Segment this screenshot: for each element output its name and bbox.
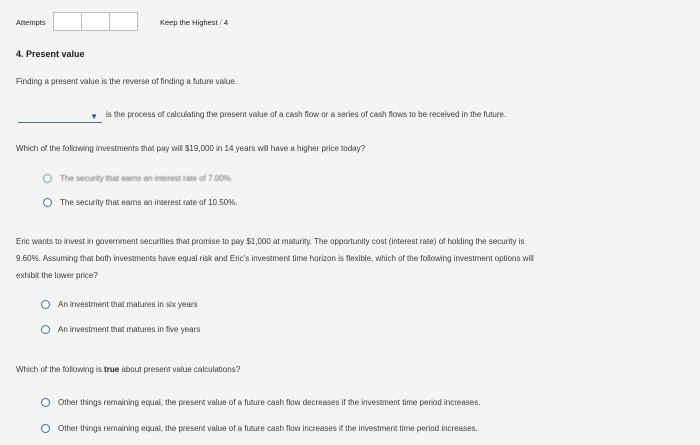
attempt-box bbox=[54, 13, 82, 30]
question-1-text: Which of the following investments that pay will $19,000 in 14 years will have a higher price today? bbox=[16, 144, 366, 153]
radio-button[interactable] bbox=[43, 198, 52, 207]
q3-option-1[interactable] bbox=[41, 398, 480, 407]
q1-option-2-label: The security that earns an interest rate of 10.50%. bbox=[60, 198, 238, 207]
attempt-box bbox=[82, 13, 110, 30]
question-3-prefix: Which of the following is bbox=[16, 365, 105, 374]
q1-option-2[interactable] bbox=[43, 198, 237, 207]
radio-button[interactable] bbox=[43, 174, 52, 183]
keep-highest-text: Keep the Highest bbox=[160, 18, 218, 27]
q3-option-2[interactable] bbox=[41, 424, 478, 433]
radio-button[interactable] bbox=[41, 424, 50, 433]
keep-highest-slash: / bbox=[219, 18, 222, 27]
question-3-text bbox=[16, 365, 240, 374]
q2-option-2-label: An investment that matures in five years bbox=[58, 325, 201, 334]
q2-option-2[interactable] bbox=[41, 325, 200, 334]
attempts-tracker bbox=[53, 12, 138, 31]
q1-option-1-label: The security that earns an interest rate of 7.00%. bbox=[60, 174, 233, 183]
attempt-box bbox=[110, 13, 137, 30]
question-3-suffix: about present value calculations? bbox=[119, 365, 241, 374]
radio-button[interactable] bbox=[41, 398, 50, 407]
q2-option-1[interactable] bbox=[41, 300, 198, 309]
question-3-emphasis: true bbox=[104, 365, 120, 374]
question-2-line-3: exhibit the lower price? bbox=[16, 271, 98, 280]
radio-button[interactable] bbox=[41, 325, 50, 334]
q2-option-1-label: An investment that matures in six years bbox=[58, 300, 198, 309]
question-2-line-2: 9.60%. Assuming that both investments have equal risk and Eric's investment time horizon is flexible, which of the following investment options will bbox=[16, 254, 534, 263]
intro-text: Finding a present value is the reverse of finding a future value. bbox=[16, 77, 238, 86]
question-2-text bbox=[16, 233, 676, 284]
q3-option-2-label: Other things remaining equal, the present value of a future cash flow increases if the investment time period increases. bbox=[58, 424, 478, 433]
q1-option-1[interactable] bbox=[43, 174, 233, 183]
question-2-line-1: Eric wants to invest in government securities that promise to pay $1,000 at maturity. The opportunity cost (interest rate) of holding the security is bbox=[16, 237, 525, 246]
keep-highest-value: 4 bbox=[223, 18, 228, 27]
dropdown-trailing-text: is the process of calculating the present value of a cash flow or a series of cash flows to be received in the future. bbox=[106, 110, 507, 119]
chevron-down-icon: ▼ bbox=[90, 112, 98, 121]
answer-dropdown[interactable] bbox=[18, 111, 102, 123]
section-title: 4. Present value bbox=[16, 49, 85, 59]
q3-option-1-label: Other things remaining equal, the present value of a future cash flow decreases if the investment time period increases. bbox=[58, 398, 481, 407]
attempts-label: Attempts bbox=[16, 18, 46, 27]
radio-button[interactable] bbox=[41, 300, 50, 309]
keep-highest-label bbox=[160, 18, 228, 27]
